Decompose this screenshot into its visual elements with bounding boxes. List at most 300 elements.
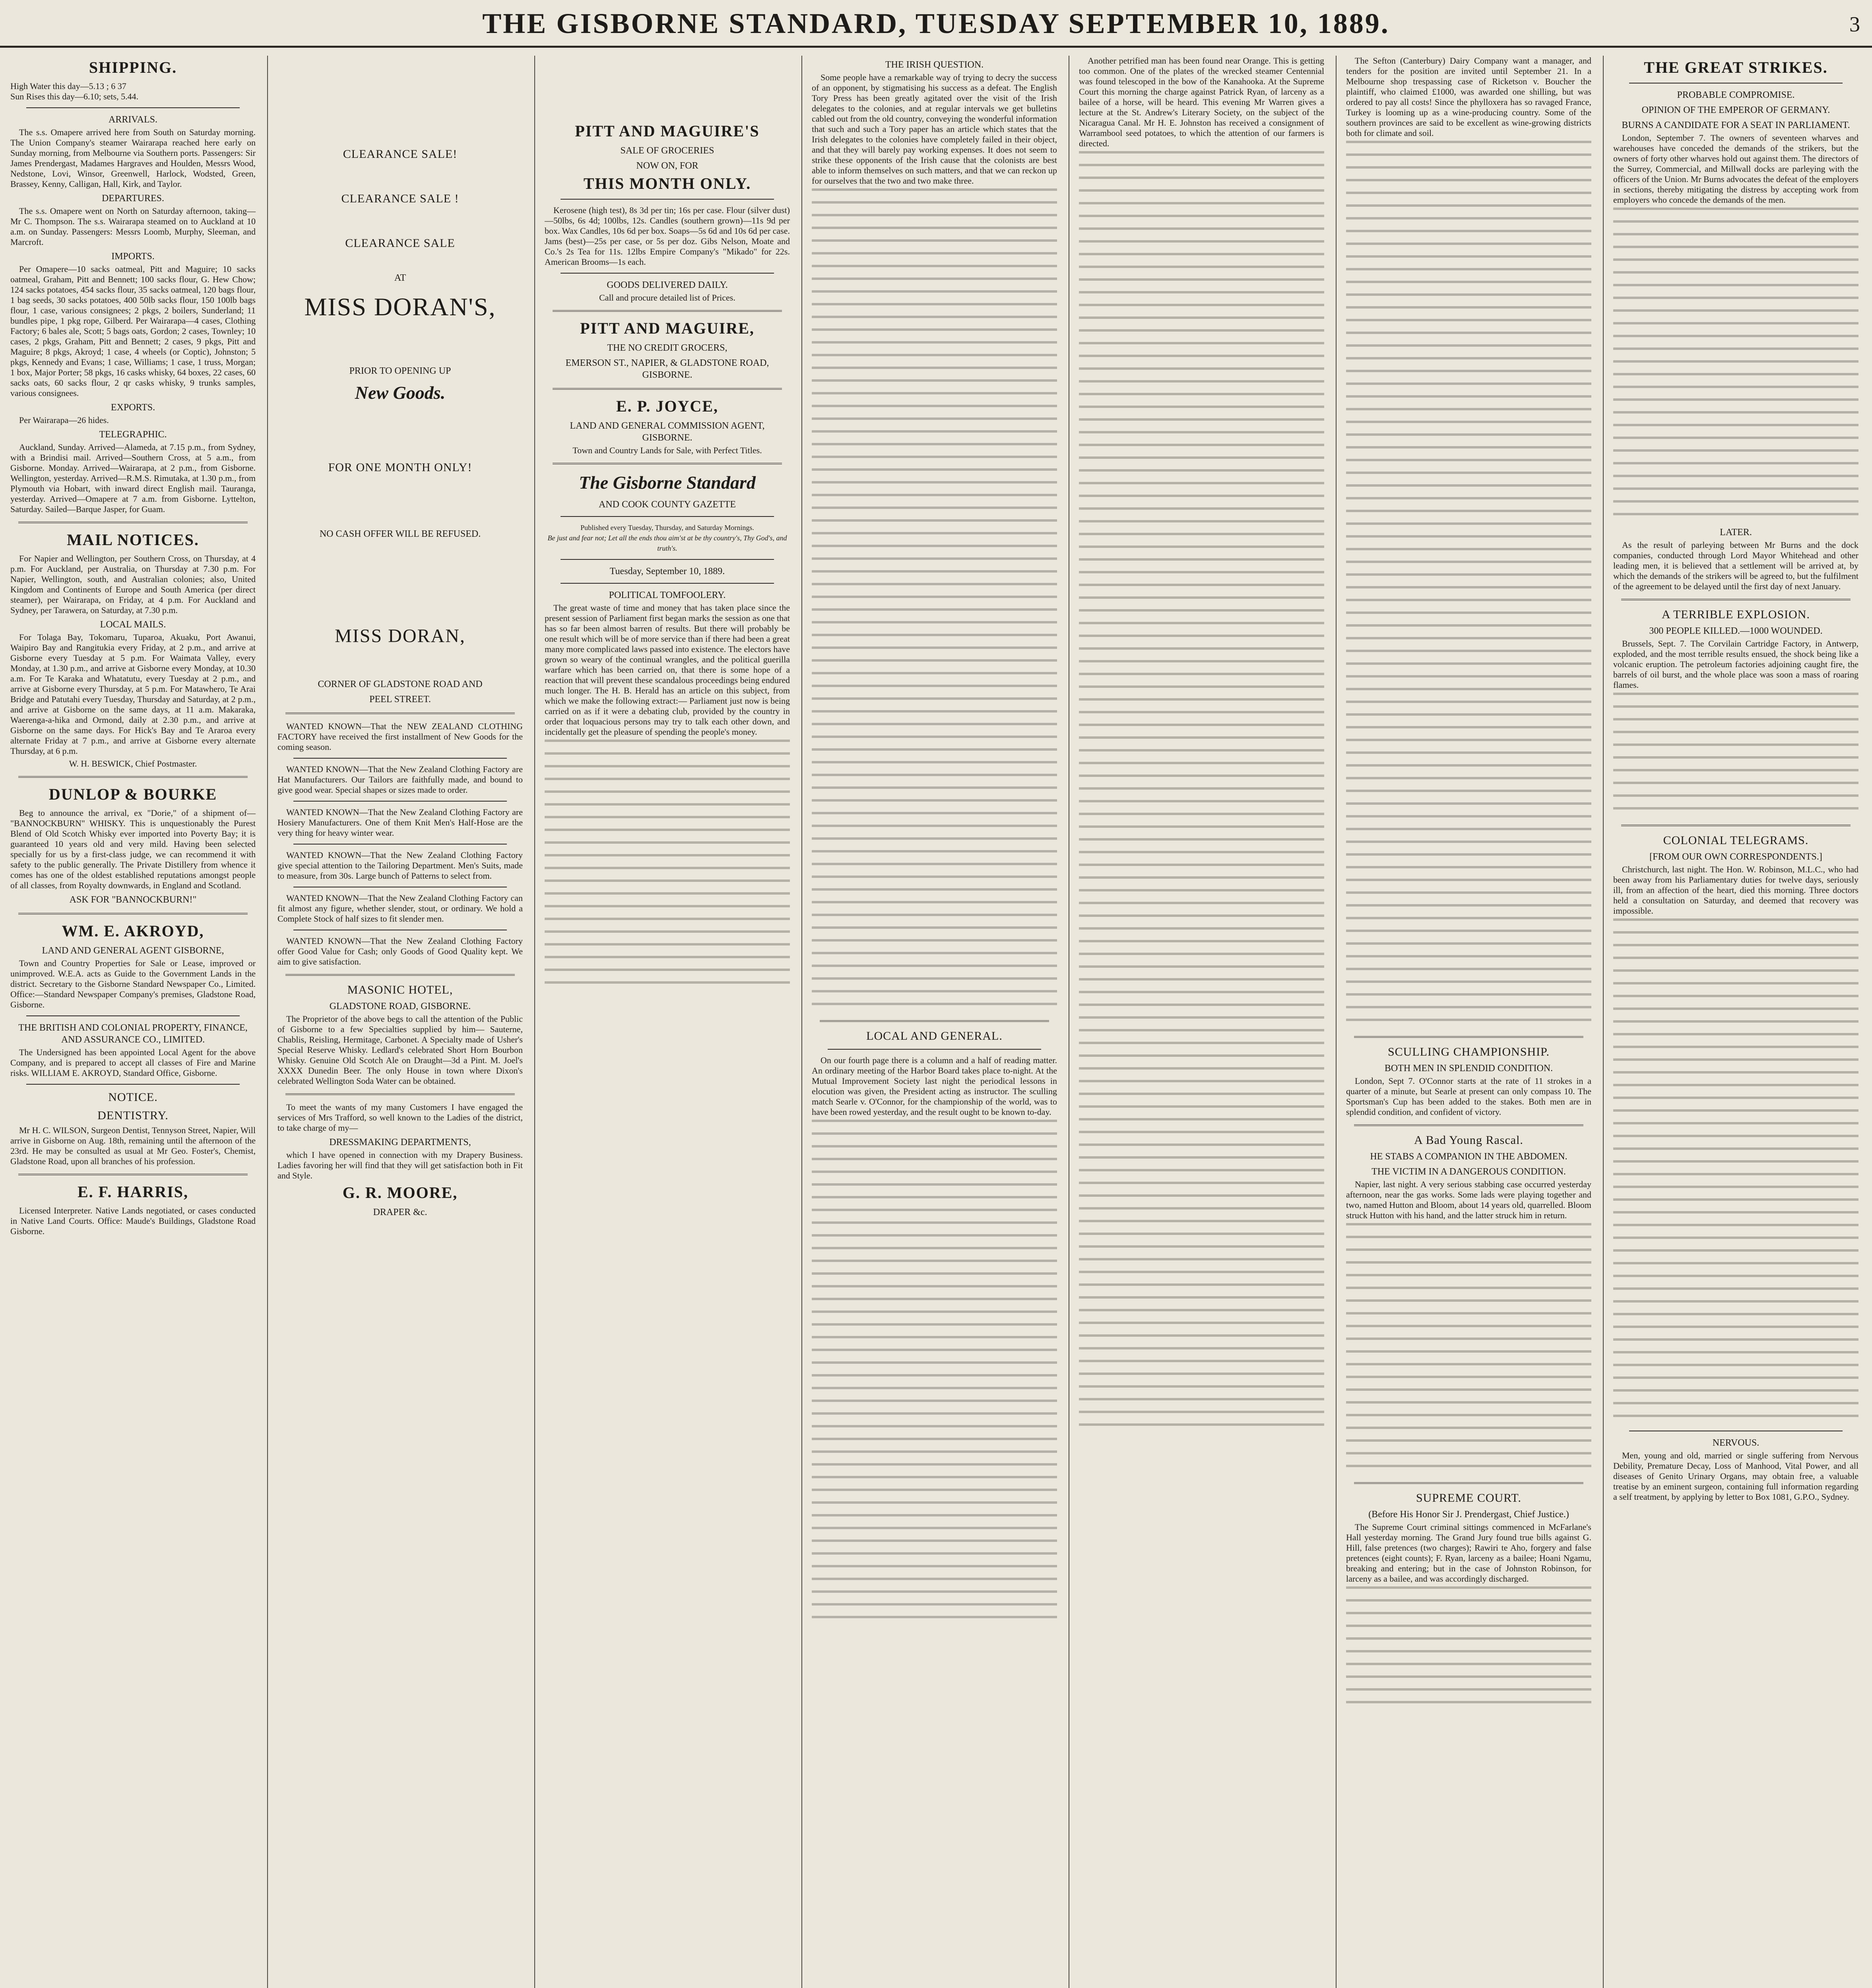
text-filler: [812, 646, 1057, 657]
text-filler: [812, 1003, 1057, 1013]
text-filler: [812, 227, 1057, 237]
text-filler: [1613, 386, 1858, 396]
text-filler: [1346, 790, 1591, 800]
text-filler: [1613, 1211, 1858, 1221]
text-filler: [812, 1272, 1057, 1283]
text-filler: [1079, 227, 1324, 238]
political-text: The great waste of time and money that has taken place since the present session of Parliament first began marks the session as one that has so far been almost barren of results. But there will probably be one result which will be of more service than if there had been a great many more complicated laws passed into existence. The electors have grown so weary of the continual wrangles, and the political guerilla warfare which has been carried on, that there is some hope of a reaction that will prevent these scandalous proceedings being endured much longer. The H. B. Herald has an article on this subject, from which we make the following extract:— Parliament just now is being carried on as if it were a debating club, provided by the country in order that loquacious persons may try to talk each other down, and incidentally get the pleasure of spending the people's money.: [545, 603, 790, 737]
text-filler: [812, 952, 1057, 962]
text-filler: [1346, 599, 1591, 609]
text-filler: [1613, 1402, 1858, 1412]
text-filler: [1079, 876, 1324, 887]
text-filler: [812, 405, 1057, 415]
divider: [561, 199, 774, 200]
divider: [26, 1084, 240, 1085]
rascal-heading: A Bad Young Rascal.: [1414, 1134, 1523, 1147]
text-filler: [1079, 520, 1324, 530]
text-filler: [1346, 1599, 1591, 1609]
text-filler: [1613, 1097, 1858, 1107]
text-filler: [1613, 1122, 1858, 1132]
one-month-label: FOR ONE MONTH ONLY!: [328, 461, 472, 474]
text-filler: [812, 367, 1057, 377]
text-filler: [1079, 1067, 1324, 1077]
supreme-court-sub: (Before His Honor Sir J. Prendergast, Chief Justice.): [1368, 1509, 1569, 1520]
text-filler: [812, 939, 1057, 949]
text-filler: [1346, 1701, 1591, 1711]
text-filler: [1613, 309, 1858, 320]
imports-text: Per Omapere—10 sacks oatmeal, Pitt and Maguire; 10 sacks oatmeal, Graham, Pitt and Bennett; 100 sacks flour, G. Hew Chow; 124 sacks potatoes, 454 sacks flour, 35 sacks oatmeal, 120 bags flour, 1 bag seeds, 30 sacks potatoes, 400 50lb sacks flour, 150 100lb bags flour, 1 case, various consignees; 2 pkgs, 2 boilers, Sunderland; 11 bundles pipe, 1 pkg rope, Gilberd. Per Wairarapa—4 cases, Clothing Factory; 6 bales ale, Scott; 5 bags oats, Gordon; 2 cases, Townley; 10 cases, 2 pkgs, Graham, Pitt and Bennett; 2 cases, 9 pkgs, Pitt and Maguire; 8 pkgs, Akroyd; 1 case, 4 wheels (or Coptic), Johnston; 5 pkgs, Kennedy and Evans; 1 case, Williams; 1 case, 1 truss, Morgan; 1 box, Major Porter; 58 pkgs, 16 casks whisky, 64 boxes, 22 cases, 60 sacks oats, 60 sacks flour, 2 qr casks whisky, 9 trunks samples, various consignees.: [10, 264, 256, 398]
text-filler: [1346, 1350, 1591, 1361]
text-filler: [812, 812, 1057, 822]
text-filler: [1613, 1008, 1858, 1018]
text-filler: [1079, 775, 1324, 785]
text-filler: [812, 926, 1057, 937]
text-filler: [1346, 204, 1591, 215]
explosion-sub: 300 PEOPLE KILLED.—1000 WOUNDED.: [1649, 626, 1823, 636]
text-filler: [1613, 487, 1858, 498]
pm-address: EMERSON ST., NAPIER, & GLADSTONE ROAD, GISBORNE.: [565, 358, 769, 380]
text-filler: [1079, 431, 1324, 441]
clearance-line-3: CLEARANCE SALE: [345, 237, 455, 250]
text-filler: [1346, 141, 1591, 151]
text-filler: [545, 740, 790, 750]
strikes-sub-3: BURNS A CANDIDATE FOR A SEAT IN PARLIAMENT.: [1622, 120, 1850, 130]
text-filler: [1079, 1105, 1324, 1116]
text-filler: [1346, 879, 1591, 889]
text-filler: [1613, 1351, 1858, 1361]
dressmaking-text-2: which I have opened in connection with my Drapery Business. Ladies favoring her will find that they will get satisfaction both in Fit and Style.: [277, 1150, 523, 1180]
text-filler: [1079, 406, 1324, 416]
text-filler: [1079, 380, 1324, 390]
text-filler: [1613, 1173, 1858, 1183]
divider: [561, 559, 774, 560]
text-filler: [812, 316, 1057, 326]
dressmaking-text: To meet the wants of my many Customers I have engaged the services of Mrs Trafford, so well known to the Ladies of the district, to take charge of my—: [277, 1102, 523, 1133]
text-filler: [812, 1463, 1057, 1474]
joyce-text: Town and Country Lands for Sale, with Perfect Titles.: [572, 445, 762, 455]
text-filler: [1079, 1143, 1324, 1154]
text-filler: [812, 761, 1057, 771]
text-filler: [1613, 1313, 1858, 1323]
moore-sub: DRAPER &c.: [373, 1207, 427, 1217]
text-filler: [812, 1183, 1057, 1194]
text-filler: [1079, 1411, 1324, 1421]
divider: [561, 516, 774, 517]
text-filler: [812, 239, 1057, 250]
text-filler: [1079, 724, 1324, 734]
nervous-heading: NERVOUS.: [1712, 1438, 1759, 1448]
text-filler: [1079, 278, 1324, 289]
text-filler: [1613, 744, 1858, 754]
text-filler: [1079, 813, 1324, 823]
column-rule: [801, 56, 802, 1988]
masthead: [0, 0, 1872, 48]
text-filler: [812, 1196, 1057, 1206]
text-filler: [545, 956, 790, 966]
text-filler: [1079, 685, 1324, 696]
text-filler: [1079, 902, 1324, 912]
text-filler: [1613, 756, 1858, 767]
text-filler: [812, 1132, 1057, 1143]
text-filler: [1079, 1322, 1324, 1332]
text-filler: [1346, 484, 1591, 495]
text-filler: [812, 634, 1057, 644]
text-filler: [1346, 612, 1591, 622]
text-filler: [1346, 153, 1591, 164]
text-filler: [1613, 1046, 1858, 1056]
text-filler: [1613, 475, 1858, 485]
strikes-sub-2: OPINION OF THE EMPEROR OF GERMANY.: [1641, 105, 1830, 115]
text-filler: [1346, 1287, 1591, 1297]
divider: [18, 522, 248, 523]
text-filler: [1346, 1427, 1591, 1437]
text-filler: [1079, 367, 1324, 378]
divider: [293, 758, 507, 759]
text-filler: [1613, 718, 1858, 728]
text-filler: [1346, 1299, 1591, 1310]
text-filler: [812, 990, 1057, 1000]
text-filler: [1613, 731, 1858, 741]
arrivals-text: The s.s. Omapere arrived here from South on Saturday morning. The Union Company's steamer Wairarapa reached here early on Sunday morning, from Melbourne via Southern ports. Passengers: Sir James Prendergast, Madames Hargraves and Houlden, Messrs Wood, Nedstone, Lovi, Winsor, Greenwell, Harlock, Wodsted, Green, Brassey, Kenny, Calligan, Hall, Kirk, and Taylor.: [10, 127, 256, 189]
rascal-text: Napier, last night. A very serious stabbing case occurred yesterday afternoon, near the gas works. Some lads were playing together and two, named Hutton and Bloom, about 14 years old, quarrelled. Bloom struck Hutton with his hand, and the latter struck him in return.: [1346, 1179, 1591, 1220]
text-filler: [1346, 573, 1591, 584]
imports-heading: IMPORTS.: [111, 251, 155, 262]
text-filler: [1346, 586, 1591, 596]
column-rule: [267, 56, 268, 1988]
column-local-continued: [1073, 56, 1330, 1988]
text-filler: [812, 1310, 1057, 1321]
harris-text: Licensed Interpreter. Native Lands negotiated, or cases conducted in Native Land Courts. Office: Maude's Buildings, Gladstone Road Gisborne.: [10, 1206, 256, 1236]
text-filler: [812, 659, 1057, 670]
text-filler: [1346, 382, 1591, 393]
notice-heading: NOTICE.: [108, 1091, 158, 1104]
text-filler: [1079, 215, 1324, 225]
text-filler: [812, 430, 1057, 441]
text-filler: [812, 1145, 1057, 1155]
colonial-heading: COLONIAL TELEGRAMS.: [1663, 834, 1809, 847]
text-filler: [1346, 980, 1591, 991]
explosion-heading: A TERRIBLE EXPLOSION.: [1662, 608, 1810, 621]
text-filler: [1079, 240, 1324, 250]
text-filler: [1079, 1080, 1324, 1090]
column-irish-local: [806, 56, 1063, 1988]
postmaster: W. H. BESWICK, Chief Postmaster.: [69, 759, 197, 769]
wanted-known-4: WANTED KNOWN—That the New Zealand Clothing Factory give special attention to the Tailoring Department. Men's Suits, made to measure, from 30s. Large bunch of Patterns to select from.: [277, 850, 523, 881]
text-filler: [812, 265, 1057, 275]
harris-heading: E. F. HARRIS,: [77, 1183, 189, 1201]
mail-notices-heading: MAIL NOTICES.: [67, 531, 199, 549]
goods-delivered: GOODS DELIVERED DAILY.: [607, 280, 728, 290]
text-filler: [1346, 1625, 1591, 1635]
text-filler: [1079, 1233, 1324, 1243]
rascal-sub: HE STABS A COMPANION IN THE ABDOMEN.: [1370, 1151, 1567, 1162]
text-filler: [1346, 1586, 1591, 1597]
text-filler: [1346, 1388, 1591, 1399]
text-filler: [1613, 1249, 1858, 1260]
text-filler: [1613, 437, 1858, 447]
text-filler: [812, 1425, 1057, 1435]
text-filler: [1346, 535, 1591, 546]
text-filler: [812, 417, 1057, 428]
masonic-sub: GLADSTONE ROAD, GISBORNE.: [329, 1001, 471, 1011]
text-filler: [1613, 1300, 1858, 1310]
text-filler: [1613, 1389, 1858, 1400]
departures-text: The s.s. Omapere went on North on Saturday afternoon, taking—Mr C. Thompson. The s.s. Wairarapa steamed on to Auckland at 10 a.m. on Sunday. Passengers: Messrs Loomb, Murphy, Sleeman, and Marcroft.: [10, 206, 256, 247]
text-filler: [1079, 1194, 1324, 1205]
text-filler: [1613, 1376, 1858, 1387]
text-filler: [1346, 268, 1591, 278]
text-filler: [812, 290, 1057, 301]
text-filler: [1079, 1169, 1324, 1179]
text-filler: [1079, 1118, 1324, 1128]
text-filler: [1079, 1271, 1324, 1281]
text-filler: [812, 876, 1057, 886]
explosion-text: Brussels, Sept. 7. The Corvilain Cartridge Factory, in Antwerp, exploded, and the most terrible results ensued, the shock being like a volcanic eruption. The petroleum factories adjoining caught fire, the barrels of oil burst, and the whole place was soon a mass of roaring flames.: [1613, 639, 1858, 690]
text-filler: [1613, 322, 1858, 332]
text-filler: [1079, 444, 1324, 454]
sculling-heading: SCULLING CHAMPIONSHIP.: [1387, 1045, 1550, 1058]
text-filler: [1346, 357, 1591, 367]
text-filler: [1079, 495, 1324, 505]
mail-notices-text: For Napier and Wellington, per Southern Cross, on Thursday, at 4 p.m. For Auckland, per Australia, on Thursday at 7.30 p.m. For Napier, Wellington, south, and Australian colonies; also, United Kingdom and Continents of Europe and South America (per direct steamer), per Wairarapa, on Friday, at 4 p.m. For Auckland and Sydney, per Tarawera, on Saturday, at 7.30 p.m.: [10, 553, 256, 615]
text-filler: [1613, 1415, 1858, 1425]
divider: [293, 801, 507, 802]
text-filler: [812, 303, 1057, 313]
text-filler: [545, 816, 790, 826]
text-filler: [812, 1400, 1057, 1410]
pitt-maguire-heading: PITT AND MAGUIRE'S: [575, 122, 760, 140]
text-filler: [1079, 698, 1324, 709]
text-filler: [1079, 164, 1324, 174]
text-filler: [1079, 584, 1324, 594]
text-filler: [1613, 1084, 1858, 1094]
text-filler: [1346, 1363, 1591, 1373]
text-filler: [1346, 802, 1591, 813]
text-filler: [1079, 1093, 1324, 1103]
text-filler: [812, 825, 1057, 835]
text-filler: [545, 918, 790, 928]
text-filler: [1613, 1071, 1858, 1081]
text-filler: [1079, 711, 1324, 721]
divider: [1354, 1482, 1583, 1484]
page-number: 3: [1849, 12, 1860, 36]
dressmaking-heading: DRESSMAKING DEPARTMENTS,: [329, 1137, 471, 1147]
published-label: Published every Tuesday, Thursday, and Saturday Mornings.: [580, 524, 754, 532]
text-filler: [545, 752, 790, 763]
text-filler: [1613, 208, 1858, 218]
political-heading: POLITICAL TOMFOOLERY.: [609, 590, 726, 600]
text-filler: [1613, 360, 1858, 371]
text-filler: [812, 252, 1057, 262]
wanted-known-2: WANTED KNOWN—That the New Zealand Clothing Factory are Hat Manufacturers. Our Tailors are faithfully made, and bound to give good wear. Special shapes or sizes made to order.: [277, 764, 523, 795]
text-filler: [545, 790, 790, 801]
text-filler: [812, 557, 1057, 568]
rascal-sub-2: THE VICTIM IN A DANGEROUS CONDITION.: [1372, 1167, 1566, 1177]
miss-dorans-heading: MISS DORAN'S,: [304, 293, 496, 321]
text-filler: [1079, 1385, 1324, 1396]
clearance-line-1: CLEARANCE SALE!: [343, 148, 458, 161]
text-filler: [1346, 1325, 1591, 1335]
sun-times: Sun Rises this day—6.10; sets, 5.44.: [10, 91, 139, 101]
text-filler: [812, 697, 1057, 708]
text-filler: [1079, 189, 1324, 200]
text-filler: [812, 1336, 1057, 1346]
telegraphic-text: Auckland, Sunday. Arrived—Alameda, at 7.15 p.m., from Sydney, with a Brindisi mail. Arrived—Southern Cross, at 5 a.m., from Gisborne. Monday. Arrived—Wairarapa, at 2 p.m., from Gisborne. Wellington, yesterday. Arrived—R.M.S. Rimutaka, at 1.30 p.m., from Plymouth via Hobart, with inward direct English mail. Tauranga, yesterday. Arrived—Omapere at 7 a.m. from Gisborne. Lyttelton, Saturday. Sailed—Barque Jasper, for Guam.: [10, 442, 256, 514]
text-filler: [1079, 1334, 1324, 1345]
colonial-text: Christchurch, last night. The Hon. W. Robinson, M.L.C., who had been away from his Parliamentary duties for twelve days, seriously ill, from an affection of the heart, died this morning. Three doctors held a consultation on Saturday, and deemed that recovery was impossible.: [1613, 864, 1858, 916]
text-filler: [812, 965, 1057, 975]
text-filler: [812, 354, 1057, 364]
wanted-known-3: WANTED KNOWN—That the New Zealand Clothing Factory are Hosiery Manufacturers. One of them Knit Men's Half-Hose are the very thing for heavy winter wear.: [277, 807, 523, 838]
text-filler: [1613, 1186, 1858, 1196]
text-filler: [545, 867, 790, 877]
dunlop-heading: DUNLOP & BOURKE: [48, 785, 217, 803]
text-filler: [812, 977, 1057, 988]
masonic-text: The Proprietor of the above begs to call the attention of the Public of Gisborne to a few Specialties supplied by him— Sauterne, Chablis, Reisling, Hermitage, Carbonet. A Specialty made of Usher's Special Reserve Whisky. Ledlard's celebrated Short Horn Bourbon Whisky. Genuine Old Scotch Ale on Draught—3d a Pint. M. Joel's XXXX Dunedin Beer. The only House in town where Dixon's celebrated Wellington Soda Water can be obtained.: [277, 1014, 523, 1086]
text-filler: [1346, 853, 1591, 864]
text-filler: [1079, 953, 1324, 963]
text-filler: [1346, 955, 1591, 965]
text-filler: [1079, 914, 1324, 925]
irish-heading: THE IRISH QUESTION.: [885, 60, 984, 70]
text-filler: [545, 879, 790, 890]
this-month-heading: THIS MONTH ONLY.: [583, 175, 751, 192]
text-filler: [1613, 1287, 1858, 1298]
text-filler: [1079, 1156, 1324, 1167]
divider: [293, 844, 507, 845]
text-filler: [1346, 395, 1591, 406]
text-filler: [545, 829, 790, 839]
masonic-heading: MASONIC HOTEL,: [347, 983, 453, 996]
grocery-prices: Kerosene (high test), 8s 3d per tin; 16s per case. Flour (silver dust)—50lbs, 6s 4d; 100lbs, 12s. Candles (southern grown)—11s 9d per box. Wax Candles, 10s 6d per box. Soaps—5s 6d and 10s 6d per case. Jams (best)—25s per case, or 5s per doz. Gibs Nelson, Moate and Co.'s 2s Tea for 11s. 12lbs Empire Company's "Mikado" for 22s. American Brooms—1s each.: [545, 205, 790, 267]
dentistry-text: Mr H. C. WILSON, Surgeon Dentist, Tennyson Street, Napier, Will arrive in Gisborne on Aug. 18th, remaining until the afternoon of the 23rd. He may be consulted as usual at Mr Geo. Foster's, Chemist, Gladstone Road, upon all branches of his profession.: [10, 1125, 256, 1166]
text-filler: [1346, 993, 1591, 1004]
departures-heading: DEPARTURES.: [101, 193, 165, 204]
divider: [561, 583, 774, 584]
text-filler: [1079, 1131, 1324, 1141]
later-text: As the result of parleying between Mr Burns and the dock companies, conducted through Lord Mayor Whitehead and other leading men, it is believed that a settlement will be arrived at, by which the demands of the strikers will be agreed to, but the fulfilment of the agreement to be delayed until the first day of next January.: [1613, 540, 1858, 591]
text-filler: [812, 392, 1057, 402]
text-filler: [1613, 944, 1858, 954]
text-filler: [1079, 851, 1324, 861]
text-filler: [812, 710, 1057, 720]
text-filler: [1613, 271, 1858, 282]
prior-label: PRIOR TO OPENING UP: [349, 366, 451, 376]
pm-heading: PITT AND MAGUIRE,: [580, 319, 755, 337]
column-rule: [534, 56, 535, 1988]
dentistry-heading: DENTISTRY.: [97, 1109, 169, 1122]
text-filler: [812, 1578, 1057, 1588]
text-filler: [812, 1552, 1057, 1563]
text-filler: [812, 799, 1057, 810]
text-filler: [1613, 500, 1858, 511]
text-filler: [1079, 1423, 1324, 1434]
supreme-court-text: The Supreme Court criminal sittings commenced in McFarlane's Hall yesterday morning. The Grand Jury found true bills against G. Hill, false pretences (two charges); Rawiri te Aho, forgery and false pretences (eight counts); F. Ryan, larceny as a bailee; Hoani Ngamu, breaking and entering; but in the case of Johnston Robinson, for larceny as a bailee, and was accordingly discharged.: [1346, 1522, 1591, 1584]
text-filler: [1346, 472, 1591, 482]
text-filler: [1346, 942, 1591, 953]
text-filler: [1079, 749, 1324, 759]
text-filler: [812, 901, 1057, 911]
divider: [1621, 599, 1851, 600]
text-filler: [1346, 1019, 1591, 1029]
wanted-known-5: WANTED KNOWN—That the New Zealand Clothing Factory can fit almost any figure, whether slender, stout, or ordinary. We hold a Complete Stock of half sizes to fit slender men.: [277, 893, 523, 924]
text-filler: [1079, 787, 1324, 798]
text-filler: [1346, 459, 1591, 469]
text-filler: [812, 1476, 1057, 1486]
column-shipping: [5, 56, 261, 1988]
text-filler: [1079, 1309, 1324, 1319]
text-filler: [1613, 1364, 1858, 1374]
text-filler: [1346, 1637, 1591, 1648]
text-filler: [1079, 304, 1324, 314]
text-filler: [1079, 800, 1324, 810]
text-filler: [1613, 220, 1858, 231]
sculling-sub: BOTH MEN IN SPLENDID CONDITION.: [1384, 1063, 1553, 1074]
text-filler: [812, 1565, 1057, 1575]
text-filler: [1079, 647, 1324, 658]
text-filler: [812, 201, 1057, 212]
text-filler: [1613, 1326, 1858, 1336]
new-goods-heading: New Goods.: [355, 382, 446, 403]
text-filler: [1346, 662, 1591, 673]
paper-sub: AND COOK COUNTY GAZETTE: [598, 499, 736, 510]
text-filler: [1613, 297, 1858, 307]
text-filler: [1613, 1224, 1858, 1234]
text-filler: [1346, 1414, 1591, 1424]
text-filler: [1079, 177, 1324, 187]
text-filler: [1613, 462, 1858, 472]
column-rule: [1603, 56, 1604, 1988]
divider: [553, 463, 782, 464]
text-filler: [812, 468, 1057, 479]
text-filler: [812, 1120, 1057, 1130]
column-advertisements: [272, 56, 528, 1988]
strikes-text: London, September 7. The owners of seventeen wharves and warehouses have conceded the demands of the strikers, but the owners of forty other wharves hold out against them. The directors of the Surrey, Commercial, and Millwall docks are parleying with the officers of the Union. Mr Burns advocates the defeat of the employers in sections, thereby mitigating the distress by accepting work from employers who concede the demands of the men.: [1613, 133, 1858, 205]
local-general-text: On our fourth page there is a column and a half of reading matter. An ordinary meeting of the Harbor Board takes place to-night. At the Mutual Improvement Society last night the periodical lessons in elocution was given, the President acting as instructor. The sculling match Searle v. O'Connor, for the championship of the world, was to have been rowed yesterday, and the result ought to be known to-day.: [812, 1055, 1057, 1117]
text-filler: [1346, 1663, 1591, 1673]
divider: [1621, 825, 1851, 826]
local-mails-heading: LOCAL MAILS.: [100, 619, 166, 630]
at-label: AT: [394, 273, 406, 283]
column-rule: [1336, 56, 1337, 1988]
text-filler: [1613, 233, 1858, 243]
text-filler: [1346, 166, 1591, 177]
text-filler: [1079, 329, 1324, 340]
text-filler: [1613, 1237, 1858, 1247]
text-filler: [1346, 1612, 1591, 1622]
text-filler: [1079, 596, 1324, 607]
text-filler: [1613, 1275, 1858, 1285]
text-filler: [1346, 701, 1591, 711]
text-filler: [812, 1489, 1057, 1499]
text-filler: [1079, 673, 1324, 683]
british-text: The Undersigned has been appointed Local Agent for the above Company, and is prepared to accept all classes of Fire and Marine risks. WILLIAM E. AKROYD, Standard Office, Gisborne.: [10, 1047, 256, 1078]
text-filler: [812, 1260, 1057, 1270]
text-filler: [1346, 1688, 1591, 1699]
text-filler: [1079, 927, 1324, 938]
call-label: Call and procure detailed list of Prices.: [599, 293, 735, 303]
text-filler: [1079, 660, 1324, 670]
divider: [828, 1049, 1041, 1050]
text-filler: [545, 803, 790, 813]
text-filler: [812, 748, 1057, 759]
text-filler: [812, 736, 1057, 746]
text-filler: [1079, 622, 1324, 632]
text-filler: [812, 1247, 1057, 1257]
sale-label: SALE OF GROCERIES: [620, 146, 714, 156]
joyce-sub: LAND AND GENERAL COMMISSION AGENT, GISBORNE.: [570, 421, 765, 443]
text-filler: [1613, 373, 1858, 383]
